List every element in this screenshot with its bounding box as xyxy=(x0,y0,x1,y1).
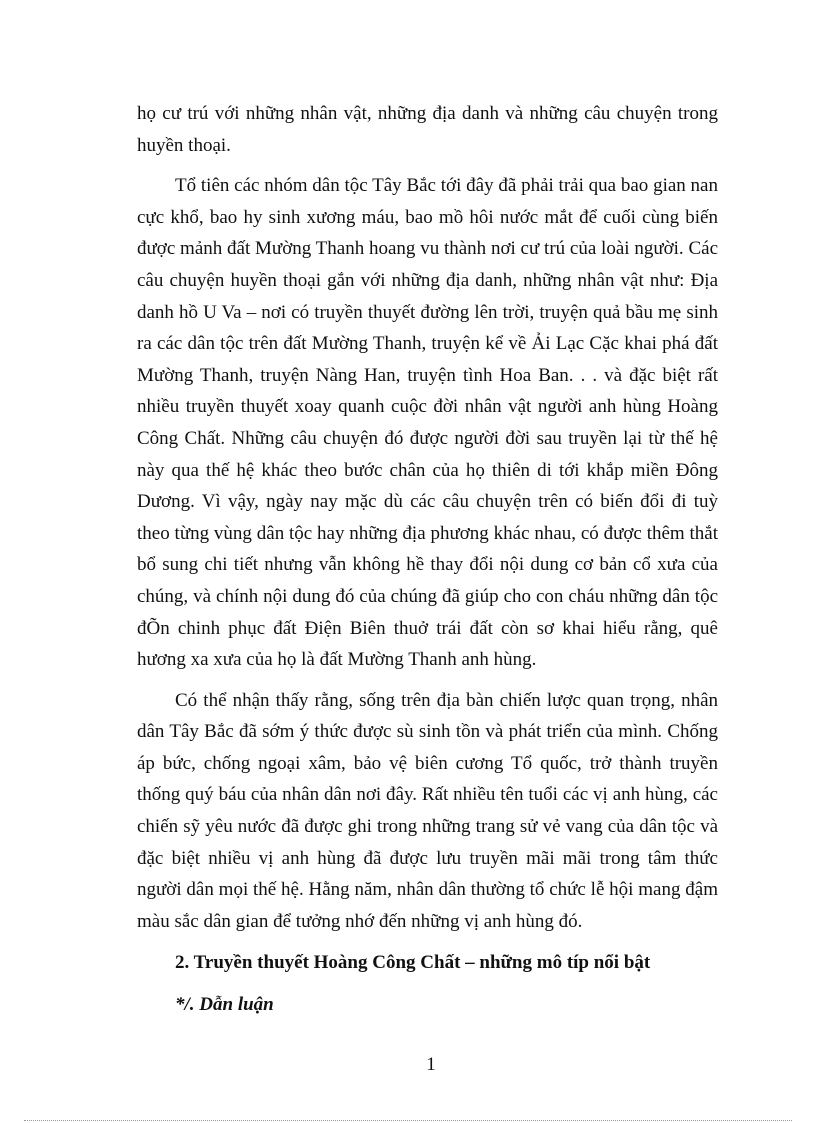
subsection-heading: */. Dẫn luận xyxy=(175,994,274,1016)
paragraph-ancestors: Tổ tiên các nhóm dân tộc Tây Bắc tới đây đã phải trải qua bao gian nan cực khổ, bao hy sinh xương máu, bao mồ hôi nước mắt để cuối cùng biến được mảnh đất Mường Thanh hoang vu thành nơi cư trú của loài người. Các câu chuyện huyền thoại gắn với những địa danh, những nhân vật như: Địa danh hồ U Va – nơi có truyền thuyết đường lên trời, truyện quả bầu mẹ sinh ra các dân tộc trên đất Mường Thanh, truyện kể về Ải Lạc Cặc khai phá đất Mường Thanh, truyện Nàng Han, truyện tình Hoa Ban. . . và đặc biệt rất nhiều truyền thuyết xoay quanh cuộc đời nhân vật người anh hùng Hoàng Công Chất. Những câu chuyện đó được người đời sau truyền lại từ thế hệ này qua thế hệ khác theo bước chân của họ thiên di tới khắp miền Đông Dương. Vì vậy, ngày nay mặc dù các câu chuyện trên có biến đổi đi tuỳ theo từng vùng dân tộc hay những địa phương khác nhau, có được thêm thắt bổ sung chi tiết nhưng vẫn không hề thay đổi nội dung cơ bản cổ xưa của chúng, và chính nội dung đó của chúng đã giúp cho con cháu những dân tộc đÕn chinh phục đất Điện Biên thuở trái đất còn sơ khai hiểu rằng, quê hương xa xưa của họ là đất Mường Thanh anh hùng. xyxy=(137,175,718,671)
body-text xyxy=(137,98,718,1021)
paragraph-tradition: Có thể nhận thấy rằng, sống trên địa bàn chiến lược quan trọng, nhân dân Tây Bắc đã sớm ý thức được sù sinh tồn và phát triển của mình. Chống áp bức, chống ngoại xâm, bảo vệ biên cương Tổ quốc, trở thành truyền thống quý báu của nhân dân nơi đây. Rất nhiều tên tuổi các vị anh hùng, các chiến sỹ yêu nước đã được ghi trong những trang sử vẻ vang của dân tộc và đặc biệt nhiều vị anh hùng đã được lưu truyền mãi mãi trong tâm thức người dân mọi thế hệ. Hằng năm, nhân dân thường tổ chức lễ hội mang đậm màu sắc dân gian để tưởng nhớ đến những vị anh hùng đó. xyxy=(137,689,718,932)
page-number: 1 xyxy=(426,1054,436,1075)
paragraph-continued: họ cư trú với những nhân vật, những địa danh và những câu chuyện trong huyền thoại. xyxy=(137,103,718,156)
page-bottom-rule xyxy=(24,1120,792,1121)
section-heading: 2. Truyền thuyết Hoàng Công Chất – những mô típ nổi bật xyxy=(175,952,651,974)
